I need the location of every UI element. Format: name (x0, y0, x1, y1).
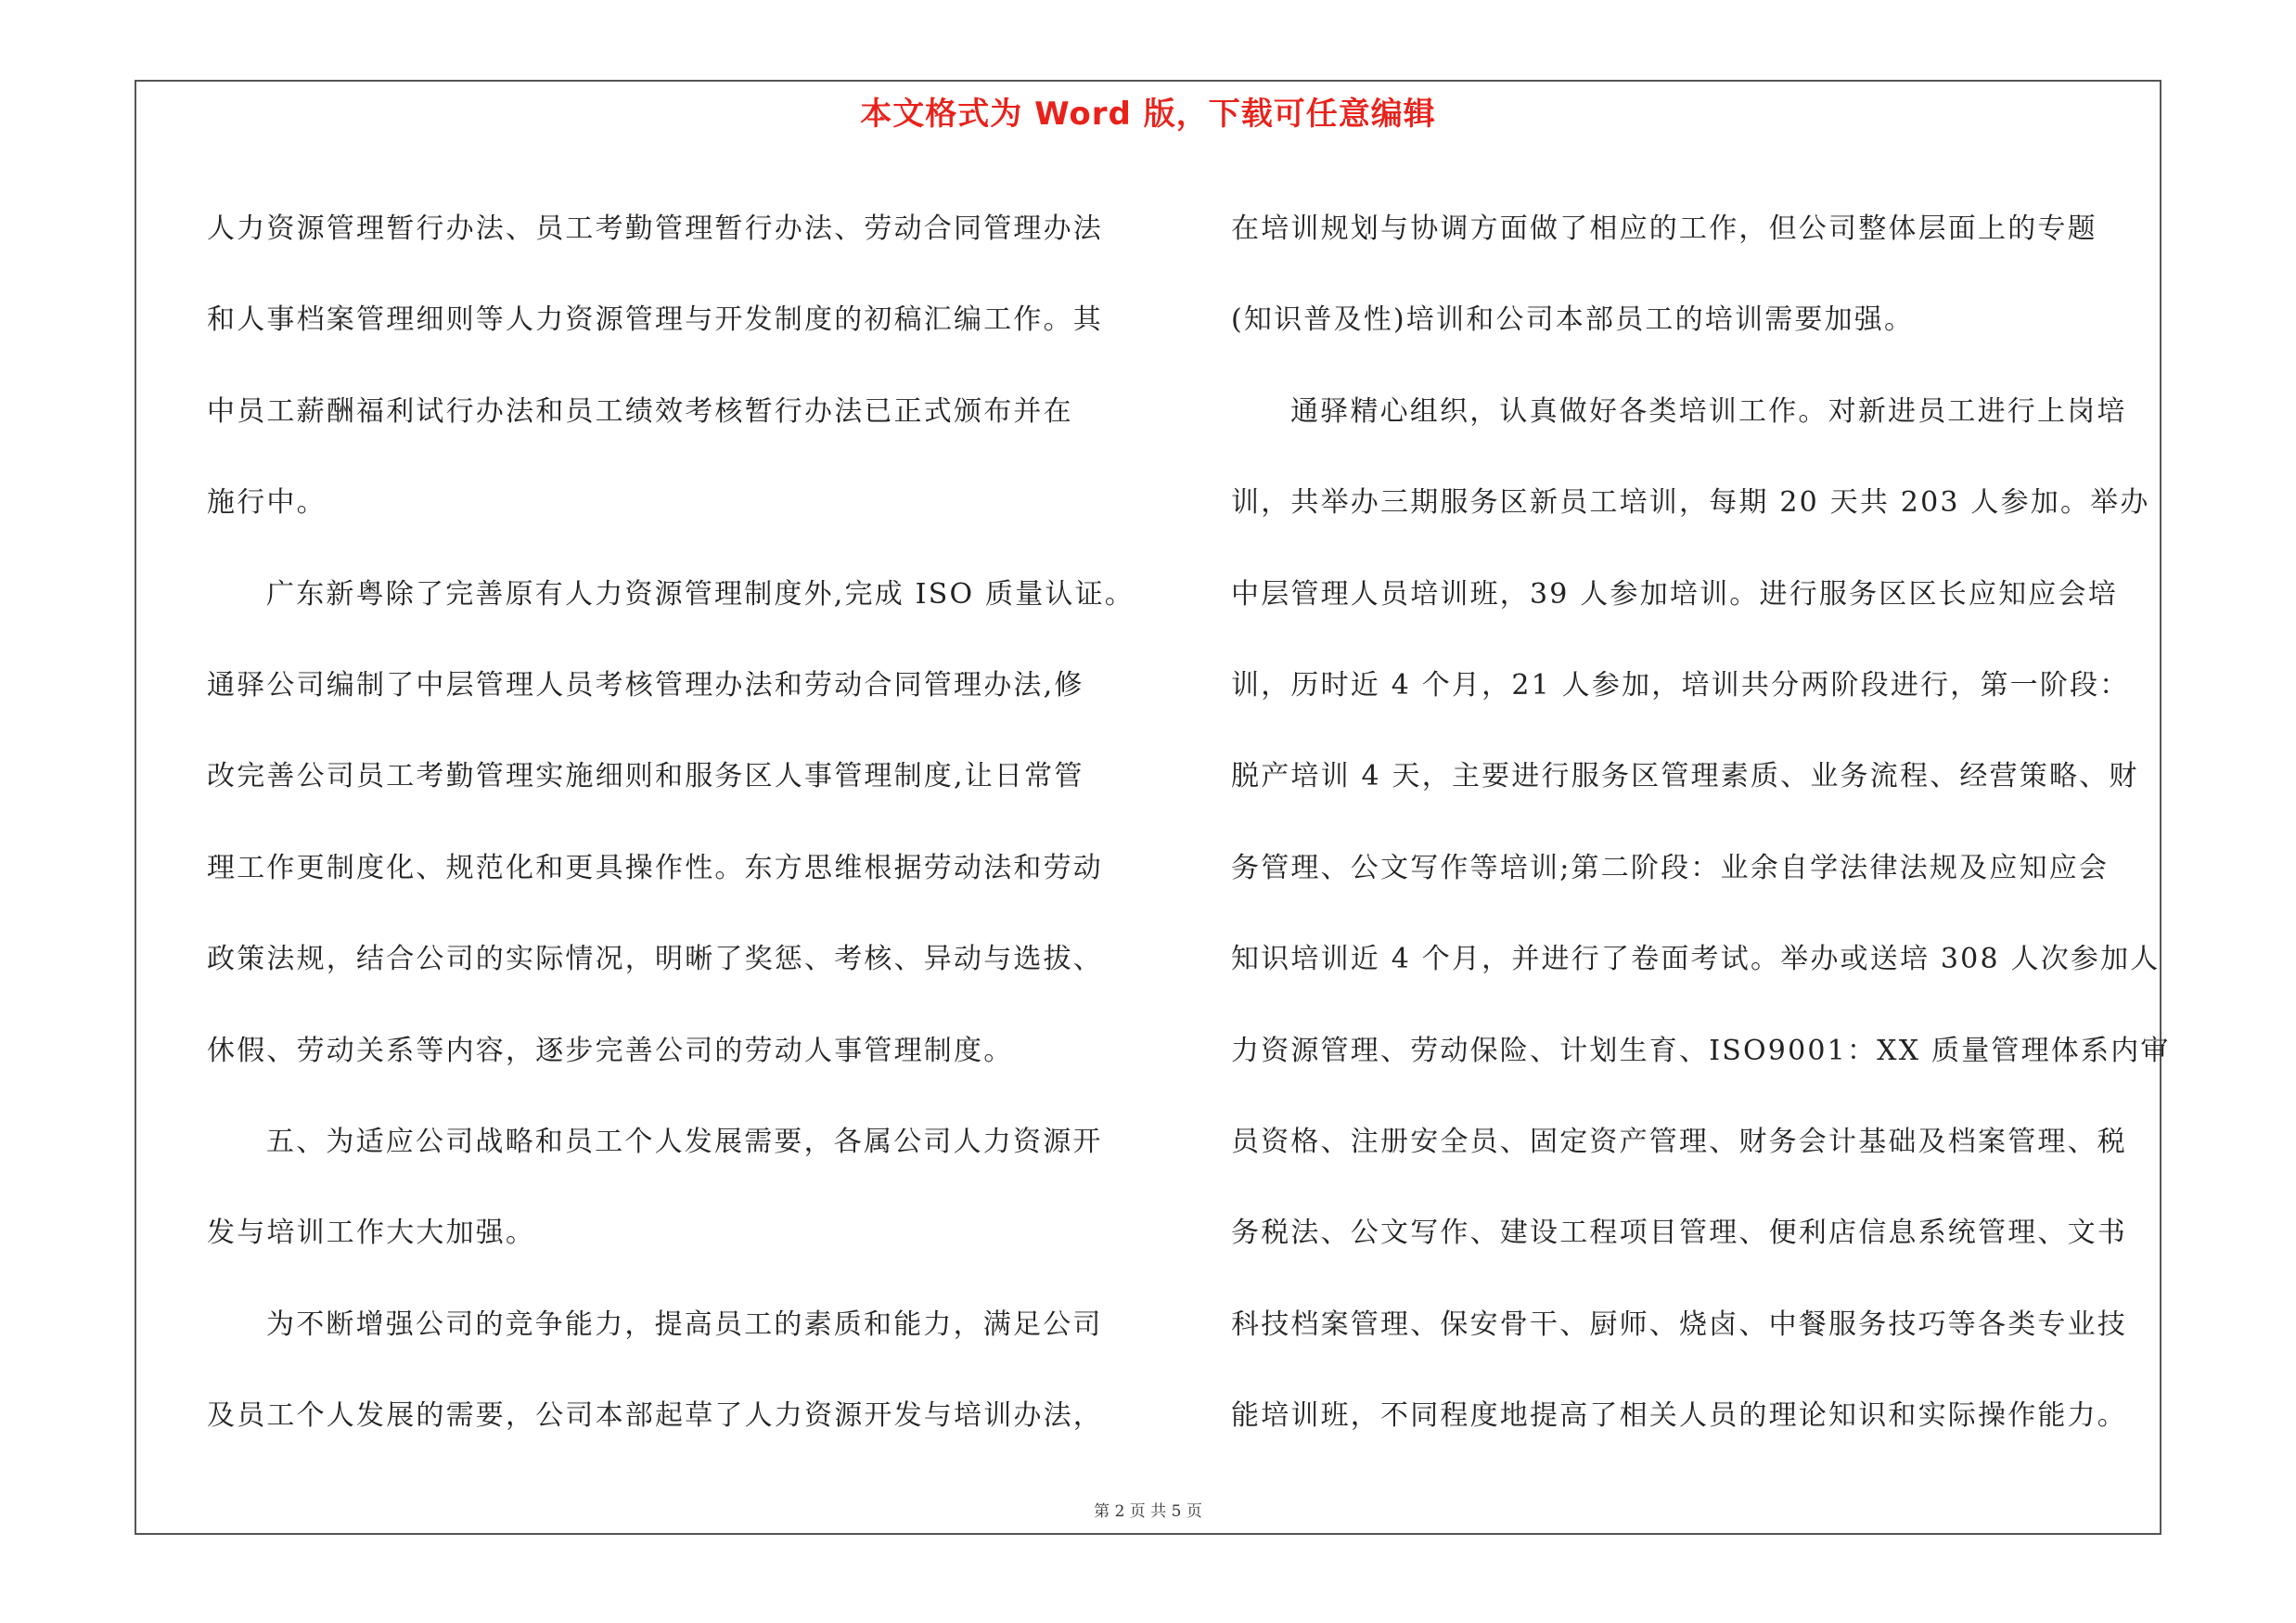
text-line: 理工作更制度化、规范化和更具操作性。东方思维根据劳动法和劳动 (207, 851, 1103, 884)
text-line: 在培训规划与协调方面做了相应的工作，但公司整体层面上的专题 (1231, 213, 2097, 245)
text-line: 中员工薪酬福利试行办法和员工绩效考核暂行办法已正式颁布并在 (207, 394, 1073, 428)
paragraph-start-line: 广东新粤除了完善原有人力资源管理制度外,完成 ISO 质量认证。 (266, 577, 1135, 611)
paragraph-start-line: 为不断增强公司的竞争能力，提高员工的素质和能力，满足公司 (266, 1307, 1103, 1341)
paragraph-start-line: 五、为适应公司战略和员工个人发展需要，各属公司人力资源开 (266, 1126, 1103, 1159)
text-line: 和人事档案管理细则等人力资源管理与开发制度的初稿汇编工作。其 (207, 303, 1103, 337)
right-text-column (1231, 184, 2171, 1462)
left-text-column (207, 184, 1153, 1462)
paragraph-start-line: 通驿精心组织，认真做好各类培训工作。对新进员工进行上岗培 (1290, 394, 2127, 428)
text-line: 政策法规，结合公司的实际情况，明晰了奖惩、考核、异动与选拔、 (207, 943, 1103, 976)
text-line: 及员工个人发展的需要，公司本部起草了人力资源开发与培训办法， (207, 1399, 1103, 1433)
text-line: 科技档案管理、保安骨干、厨师、烧卤、中餐服务技巧等各类专业技 (1231, 1307, 2127, 1341)
text-line: 务税法、公文写作、建设工程项目管理、便利店信息系统管理、文书 (1231, 1217, 2127, 1250)
text-line: 能培训班，不同程度地提高了相关人员的理论知识和实际操作能力。 (1231, 1399, 2127, 1433)
text-line: 改完善公司员工考勤管理实施细则和服务区人事管理制度,让日常管 (207, 760, 1084, 793)
text-line: 训，历时近 4 个月，21 人参加，培训共分两阶段进行，第一阶段： (1231, 669, 2130, 702)
text-line: 员资格、注册安全员、固定资产管理、财务会计基础及档案管理、税 (1231, 1126, 2127, 1159)
text-line: 训，共举办三期服务区新员工培训，每期 20 天共 203 人参加。举办 (1231, 486, 2150, 520)
text-line: 知识培训近 4 个月，并进行了卷面考试。举办或送培 308 人次参加人 (1231, 943, 2161, 976)
text-line: (知识普及性)培训和公司本部员工的培训需要加强。 (1231, 303, 1915, 337)
text-line: 通驿公司编制了中层管理人员考核管理办法和劳动合同管理办法,修 (207, 669, 1084, 702)
text-line: 休假、劳动关系等内容，逐步完善公司的劳动人事管理制度。 (207, 1034, 1014, 1067)
text-line: 施行中。 (207, 486, 327, 520)
text-line: 发与培训工作大大加强。 (207, 1217, 536, 1250)
text-line: 人力资源管理暂行办法、员工考勤管理暂行办法、劳动合同管理办法 (207, 213, 1103, 245)
text-line: 脱产培训 4 天，主要进行服务区管理素质、业务流程、经营策略、财 (1231, 760, 2139, 793)
text-line: 力资源管理、劳动保险、计划生育、ISO9001：XX 质量管理体系内审 (1231, 1034, 2171, 1067)
format-notice-banner: 本文格式为 Word 版，下载可任意编辑 (860, 96, 1436, 133)
text-line: 务管理、公文写作等培训;第二阶段：业余自学法律法规及应知应会 (1231, 851, 2110, 884)
page-number-footer: 第 2 页 共 5 页 (1094, 1502, 1202, 1521)
text-line: 中层管理人员培训班，39 人参加培训。进行服务区区长应知应会培 (1231, 577, 2118, 611)
